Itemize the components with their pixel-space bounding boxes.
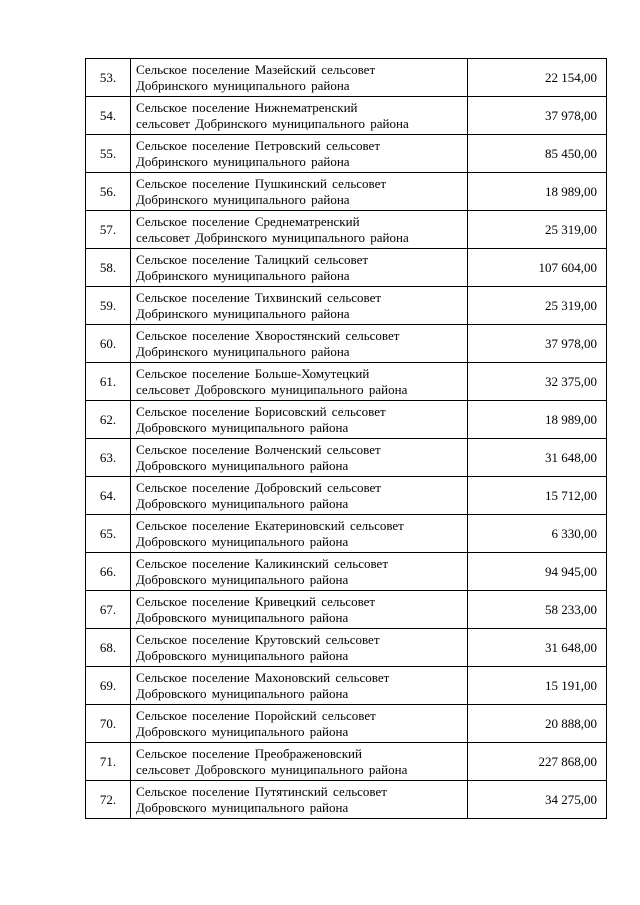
settlement-name-line-2: Добринского муниципального района <box>136 305 350 321</box>
settlement-name-line-2: Добринского муниципального района <box>136 267 350 283</box>
table-row <box>86 249 607 287</box>
amount-value: 107 604,00 <box>468 249 607 287</box>
settlement-name <box>131 135 468 173</box>
amount-value: 20 888,00 <box>468 705 607 743</box>
row-number: 65. <box>86 515 131 553</box>
settlement-name-line-1: Сельское поселение Нижнематренский <box>136 99 358 115</box>
table-row <box>86 515 607 553</box>
settlement-name-line-1: Сельское поселение Поройский сельсовет <box>136 707 376 723</box>
amount-value: 25 319,00 <box>468 287 607 325</box>
table-row <box>86 553 607 591</box>
settlement-name <box>131 781 468 819</box>
settlement-name-line-2: сельсовет Добринского муниципального района <box>136 229 409 245</box>
settlement-name-line-2: Добровского муниципального района <box>136 647 349 663</box>
row-number: 58. <box>86 249 131 287</box>
row-number: 69. <box>86 667 131 705</box>
table-row <box>86 173 607 211</box>
settlement-name <box>131 477 468 515</box>
table-row <box>86 287 607 325</box>
settlement-name-line-1: Сельское поселение Петровский сельсовет <box>136 137 380 153</box>
amount-value: 31 648,00 <box>468 629 607 667</box>
row-number: 61. <box>86 363 131 401</box>
settlement-name-line-2: Добровского муниципального района <box>136 419 349 435</box>
settlement-name <box>131 743 468 781</box>
table-row <box>86 363 607 401</box>
table-row <box>86 97 607 135</box>
row-number: 62. <box>86 401 131 439</box>
row-number: 60. <box>86 325 131 363</box>
table-row <box>86 781 607 819</box>
row-number: 57. <box>86 211 131 249</box>
table-row <box>86 325 607 363</box>
settlement-name-line-1: Сельское поселение Хворостянский сельсовет <box>136 327 400 343</box>
row-number: 71. <box>86 743 131 781</box>
amount-value: 6 330,00 <box>468 515 607 553</box>
amount-value: 31 648,00 <box>468 439 607 477</box>
amount-value: 22 154,00 <box>468 59 607 97</box>
settlement-name-line-1: Сельское поселение Путятинский сельсовет <box>136 783 387 799</box>
settlement-name <box>131 591 468 629</box>
settlement-name <box>131 439 468 477</box>
settlement-name-line-1: Сельское поселение Крутовский сельсовет <box>136 631 380 647</box>
settlement-name <box>131 515 468 553</box>
table-row <box>86 743 607 781</box>
amount-value: 227 868,00 <box>468 743 607 781</box>
settlement-name-line-1: Сельское поселение Мазейский сельсовет <box>136 61 376 77</box>
amount-value: 18 989,00 <box>468 173 607 211</box>
settlement-name-line-1: Сельское поселение Преображеновский <box>136 745 362 761</box>
row-number: 59. <box>86 287 131 325</box>
settlement-name-line-2: Добринского муниципального района <box>136 343 350 359</box>
amount-value: 37 978,00 <box>468 97 607 135</box>
settlement-name-line-2: Добринского муниципального района <box>136 191 350 207</box>
table-row <box>86 135 607 173</box>
settlement-name-line-1: Сельское поселение Добровский сельсовет <box>136 479 381 495</box>
settlement-name-line-1: Сельское поселение Волченский сельсовет <box>136 441 381 457</box>
settlement-name-line-2: Добровского муниципального района <box>136 609 349 625</box>
settlement-name-line-2: сельсовет Добровского муниципального района <box>136 381 408 397</box>
settlement-name-line-2: сельсовет Добринского муниципального района <box>136 115 409 131</box>
amount-value: 37 978,00 <box>468 325 607 363</box>
settlement-name-line-2: Добринского муниципального района <box>136 153 350 169</box>
amount-value: 15 191,00 <box>468 667 607 705</box>
amount-value: 85 450,00 <box>468 135 607 173</box>
row-number: 56. <box>86 173 131 211</box>
settlement-name <box>131 287 468 325</box>
table-row <box>86 705 607 743</box>
settlement-name <box>131 401 468 439</box>
settlement-name-line-2: Добровского муниципального района <box>136 685 349 701</box>
settlement-name-line-1: Сельское поселение Талицкий сельсовет <box>136 251 369 267</box>
row-number: 70. <box>86 705 131 743</box>
settlement-name <box>131 59 468 97</box>
settlement-name-line-1: Сельское поселение Кривецкий сельсовет <box>136 593 376 609</box>
settlement-name <box>131 211 468 249</box>
row-number: 66. <box>86 553 131 591</box>
settlement-name <box>131 667 468 705</box>
settlement-name-line-2: Добринского муниципального района <box>136 77 350 93</box>
settlement-name-line-1: Сельское поселение Тихвинский сельсовет <box>136 289 382 305</box>
settlement-name-line-1: Сельское поселение Больше-Хомутецкий <box>136 365 370 381</box>
settlement-name <box>131 705 468 743</box>
table-row <box>86 477 607 515</box>
table-row <box>86 211 607 249</box>
table-row <box>86 59 607 97</box>
amount-value: 25 319,00 <box>468 211 607 249</box>
row-number: 68. <box>86 629 131 667</box>
settlement-name <box>131 249 468 287</box>
table-row <box>86 667 607 705</box>
settlement-name-line-2: Добровского муниципального района <box>136 723 349 739</box>
settlement-name <box>131 553 468 591</box>
table-body <box>86 59 607 819</box>
amount-value: 18 989,00 <box>468 401 607 439</box>
settlement-name-line-1: Сельское поселение Среднематренский <box>136 213 360 229</box>
amount-value: 94 945,00 <box>468 553 607 591</box>
table-row <box>86 401 607 439</box>
amount-value: 58 233,00 <box>468 591 607 629</box>
table-row <box>86 591 607 629</box>
amount-value: 34 275,00 <box>468 781 607 819</box>
settlement-name-line-1: Сельское поселение Махоновский сельсовет <box>136 669 390 685</box>
row-number: 72. <box>86 781 131 819</box>
row-number: 64. <box>86 477 131 515</box>
settlement-name <box>131 97 468 135</box>
row-number: 67. <box>86 591 131 629</box>
settlement-name-line-2: Добровского муниципального района <box>136 799 349 815</box>
settlement-name-line-2: Добровского муниципального района <box>136 533 349 549</box>
settlement-name-line-2: Добровского муниципального района <box>136 495 349 511</box>
table-row <box>86 439 607 477</box>
settlement-name-line-1: Сельское поселение Каликинский сельсовет <box>136 555 388 571</box>
amount-value: 15 712,00 <box>468 477 607 515</box>
settlement-name-line-2: сельсовет Добровского муниципального района <box>136 761 408 777</box>
settlement-name-line-1: Сельское поселение Борисовский сельсовет <box>136 403 386 419</box>
settlement-name <box>131 325 468 363</box>
row-number: 54. <box>86 97 131 135</box>
settlement-name-line-2: Добровского муниципального района <box>136 457 349 473</box>
row-number: 63. <box>86 439 131 477</box>
settlement-name <box>131 629 468 667</box>
settlement-name <box>131 173 468 211</box>
row-number: 53. <box>86 59 131 97</box>
row-number: 55. <box>86 135 131 173</box>
allocation-table <box>85 58 607 819</box>
settlement-name <box>131 363 468 401</box>
settlement-name-line-2: Добровского муниципального района <box>136 571 349 587</box>
settlement-name-line-1: Сельское поселение Пушкинский сельсовет <box>136 175 387 191</box>
table-row <box>86 629 607 667</box>
settlement-name-line-1: Сельское поселение Екатериновский сельсовет <box>136 517 404 533</box>
amount-value: 32 375,00 <box>468 363 607 401</box>
